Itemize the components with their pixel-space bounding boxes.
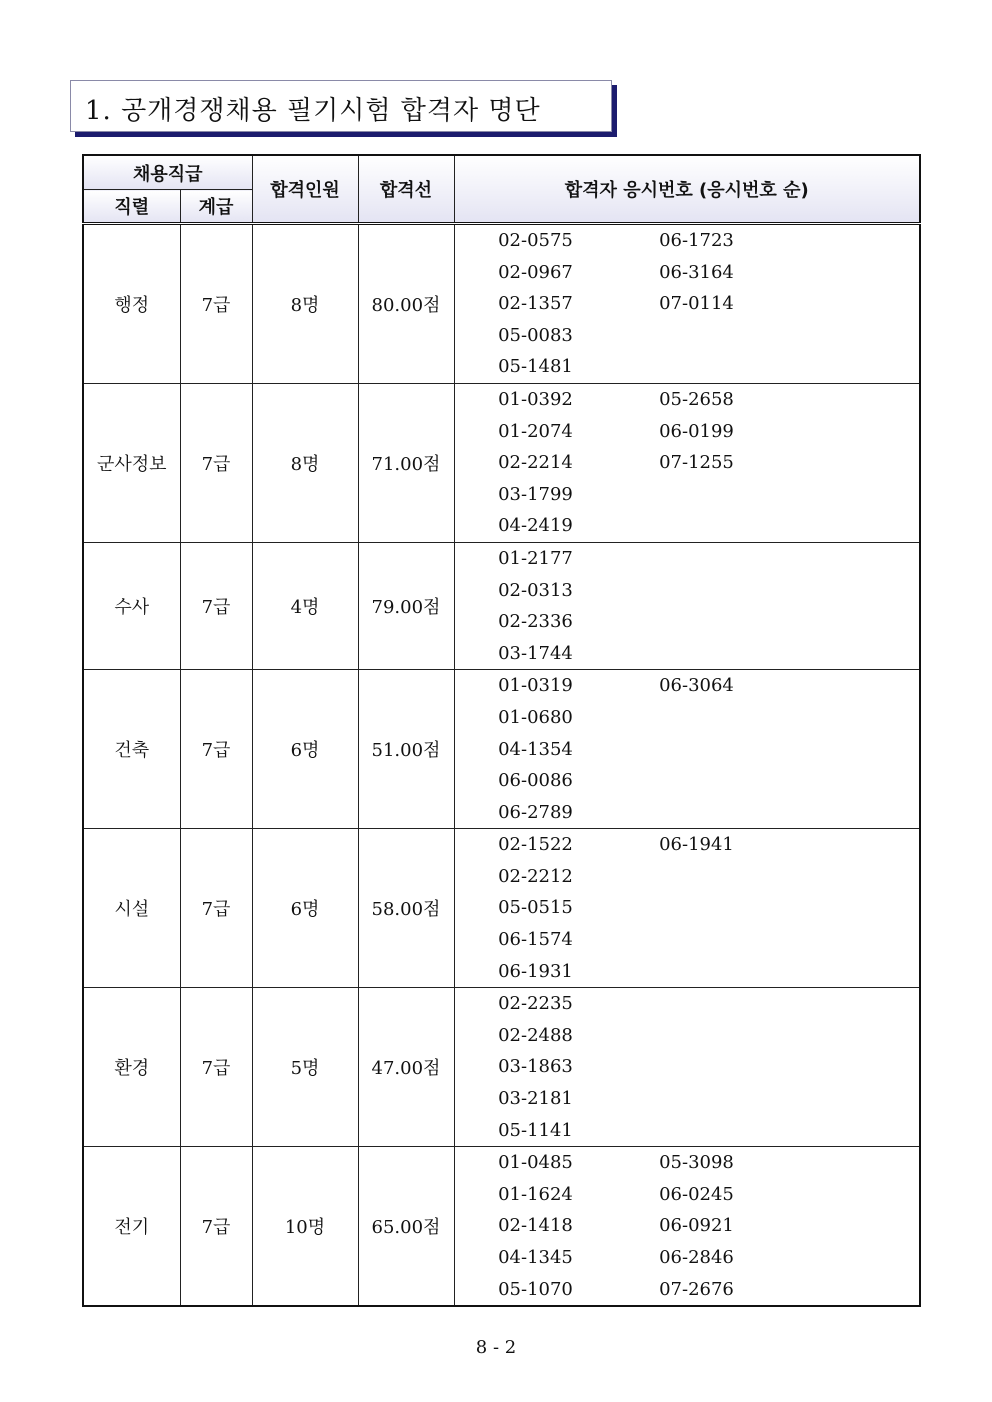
header-pass-count: 합격인원: [252, 155, 358, 224]
exam-number: 05-0515: [498, 897, 573, 919]
count-cell: 6명: [252, 670, 358, 829]
exam-number: 02-1522: [498, 834, 573, 856]
exam-number: 05-0083: [498, 324, 573, 346]
exam-number: 01-0485: [498, 1152, 573, 1174]
count-cell: 6명: [252, 829, 358, 988]
exam-number: 02-2488: [498, 1024, 573, 1046]
count-cell: 10명: [252, 1147, 358, 1306]
cutoff-cell: 65.00점: [358, 1147, 454, 1306]
grade-cell: 7급: [180, 1147, 252, 1306]
series-cell: 전기: [83, 1147, 180, 1306]
exam-number: 02-1418: [498, 1215, 573, 1237]
cutoff-cell: 47.00점: [358, 988, 454, 1147]
exam-number: 06-0921: [659, 1215, 734, 1237]
cutoff-cell: 80.00점: [358, 224, 454, 384]
table-row: [83, 542, 920, 669]
series-cell: 시설: [83, 829, 180, 988]
header-recruit-grade: 채용직급: [83, 155, 252, 190]
exam-numbers-cell: [454, 988, 920, 1147]
count-cell: 4명: [252, 542, 358, 669]
exam-numbers-cell: [454, 542, 920, 669]
table-row: [83, 988, 920, 1147]
exam-number: 05-1481: [498, 356, 573, 378]
exam-number: 02-0313: [498, 579, 573, 601]
count-cell: 8명: [252, 383, 358, 542]
exam-number: 02-0967: [498, 261, 573, 283]
exam-number: 01-2074: [498, 420, 573, 442]
exam-number: 04-1354: [498, 738, 573, 760]
exam-numbers-cell: [454, 670, 920, 829]
grade-cell: 7급: [180, 829, 252, 988]
count-cell: 8명: [252, 224, 358, 384]
exam-numbers-cell: [454, 224, 920, 384]
cutoff-cell: 79.00점: [358, 542, 454, 669]
grade-cell: 7급: [180, 383, 252, 542]
exam-numbers-cell: [454, 829, 920, 988]
exam-number: 03-1863: [498, 1056, 573, 1078]
series-cell: 군사정보: [83, 383, 180, 542]
exam-number: 01-1624: [498, 1183, 573, 1205]
exam-number: 06-3064: [659, 675, 734, 697]
exam-number: 01-0680: [498, 706, 573, 728]
exam-numbers-cell: [454, 1147, 920, 1306]
header-exam-numbers: 합격자 응시번호 (응시번호 순): [454, 155, 920, 224]
exam-number: 01-0319: [498, 675, 573, 697]
exam-number: 02-2214: [498, 452, 573, 474]
cutoff-cell: 58.00점: [358, 829, 454, 988]
exam-number: 06-1574: [498, 929, 573, 951]
exam-number: 06-0199: [659, 420, 734, 442]
exam-number: 05-1141: [498, 1119, 573, 1141]
exam-number: 02-2212: [498, 865, 573, 887]
exam-number: 06-0086: [498, 770, 573, 792]
exam-number: 05-1070: [498, 1278, 573, 1300]
cutoff-cell: 71.00점: [358, 383, 454, 542]
exam-number: 02-0575: [498, 230, 573, 251]
table-row: [83, 383, 920, 542]
header-grade: 계급: [180, 190, 252, 224]
table-row: [83, 224, 920, 384]
grade-cell: 7급: [180, 224, 252, 384]
exam-number: 02-2336: [498, 611, 573, 633]
grade-cell: 7급: [180, 542, 252, 669]
grade-cell: 7급: [180, 988, 252, 1147]
exam-number: 03-2181: [498, 1088, 573, 1110]
count-cell: 5명: [252, 988, 358, 1147]
exam-number: 03-1744: [498, 642, 573, 664]
exam-number: 05-3098: [659, 1152, 734, 1174]
exam-number: 07-0114: [659, 293, 734, 315]
exam-number: 07-2676: [659, 1278, 734, 1300]
exam-number: 06-2846: [659, 1247, 734, 1268]
results-table: [82, 154, 921, 1307]
table-row: [83, 670, 920, 829]
exam-number: 06-1941: [659, 834, 734, 856]
exam-number: 06-3164: [659, 261, 734, 283]
exam-number: 01-0392: [498, 388, 573, 410]
page-number: 8 - 2: [475, 1337, 517, 1358]
exam-numbers-cell: [454, 383, 920, 542]
exam-number: 03-1799: [498, 483, 573, 505]
series-cell: 건축: [83, 670, 180, 829]
exam-number: 02-2235: [498, 993, 573, 1015]
section-title: 1. 공개경쟁채용 필기시험 합격자 명단: [85, 96, 541, 126]
exam-number: 06-2789: [498, 801, 573, 823]
exam-number: 07-1255: [659, 452, 734, 474]
grade-cell: 7급: [180, 670, 252, 829]
exam-number: 02-1357: [498, 293, 573, 315]
table-row: [83, 829, 920, 988]
series-cell: 수사: [83, 542, 180, 669]
series-cell: 환경: [83, 988, 180, 1147]
exam-number: 05-2658: [659, 388, 734, 410]
exam-number: 06-1723: [659, 230, 734, 251]
exam-number: 06-0245: [659, 1183, 734, 1205]
results-body: [83, 224, 920, 1307]
section-title-box: [70, 80, 612, 132]
series-cell: 행정: [83, 224, 180, 384]
header-cutoff: 합격선: [358, 155, 454, 224]
header-series: 직렬: [83, 190, 180, 224]
exam-number: 01-2177: [498, 547, 573, 569]
exam-number: 04-2419: [498, 515, 573, 537]
exam-number: 06-1931: [498, 960, 573, 982]
exam-number: 04-1345: [498, 1247, 573, 1268]
table-row: [83, 1147, 920, 1306]
cutoff-cell: 51.00점: [358, 670, 454, 829]
